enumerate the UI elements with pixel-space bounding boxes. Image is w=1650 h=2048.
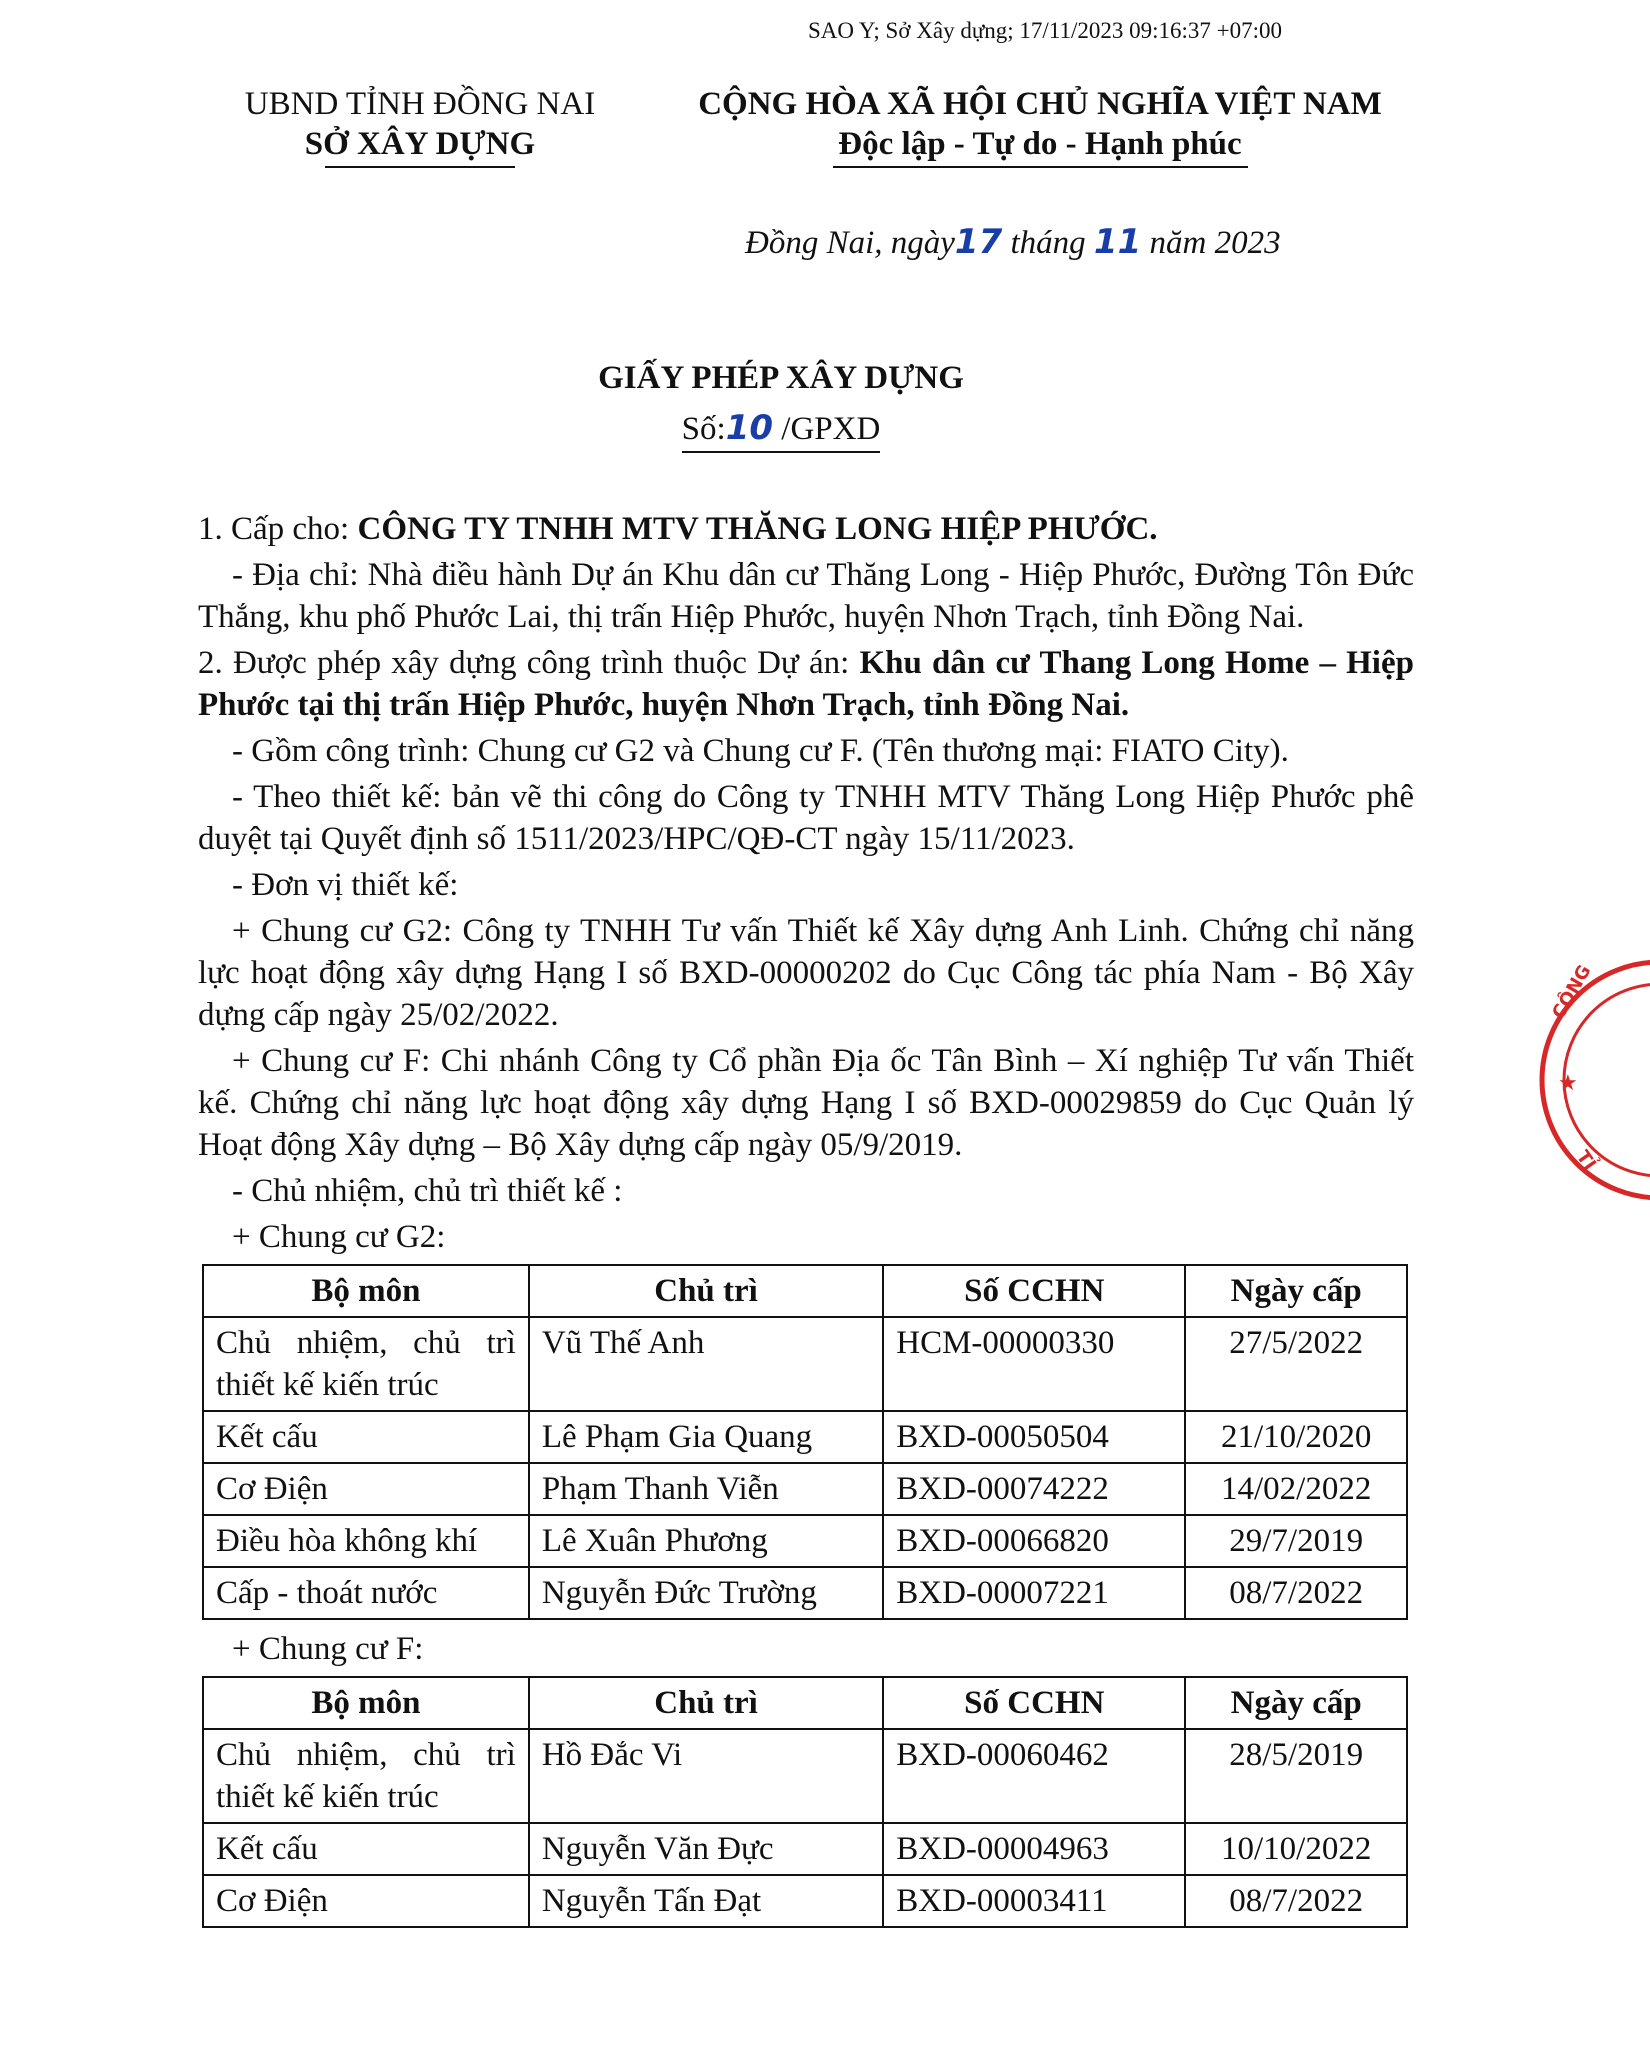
cell-cert: BXD-00060462 [883, 1729, 1185, 1823]
cell-date: 29/7/2019 [1185, 1515, 1407, 1567]
table-row [203, 1515, 1407, 1567]
national-header [670, 84, 1410, 168]
doc-num-prefix: Số: [681, 411, 726, 447]
cell-date: 10/10/2022 [1185, 1823, 1407, 1875]
doc-num-handwritten: 10 [725, 408, 774, 448]
table-row [203, 1567, 1407, 1619]
cell-dept: Kết cấu [203, 1823, 529, 1875]
cell-dept: Điều hòa không khí [203, 1515, 529, 1567]
table-row [203, 1317, 1407, 1411]
f-table-label: + Chung cư F: [232, 1631, 424, 1667]
table-row [203, 1823, 1407, 1875]
header-dept: Bộ môn [203, 1265, 529, 1317]
section-2-label: 2. Được phép xây dựng công trình thuộc Dự án: [198, 645, 860, 681]
g2-leads-table [202, 1264, 1408, 1620]
header-lead: Chủ trì [529, 1677, 883, 1729]
svg-text:CÔNG: CÔNG [1548, 961, 1596, 1023]
document-title: GIẤY PHÉP XÂY DỰNG [598, 360, 964, 396]
cell-lead: Lê Xuân Phương [529, 1515, 883, 1567]
cell-dept: Kết cấu [203, 1411, 529, 1463]
cell-dept: Cơ Điện [203, 1875, 529, 1927]
cell-dept: Chủ nhiệm, chủ trì thiết kế kiến trúc [203, 1729, 529, 1823]
cell-cert: BXD-00074222 [883, 1463, 1185, 1515]
date-month-handwritten: 11 [1093, 222, 1142, 262]
header-dept: Bộ môn [203, 1677, 529, 1729]
cell-dept: Cấp - thoát nước [203, 1567, 529, 1619]
date-month-label: tháng [1010, 225, 1086, 261]
svg-text:TỈ: TỈ [1571, 1146, 1600, 1175]
cell-lead: Vũ Thế Anh [529, 1317, 883, 1411]
motto-underline [833, 166, 1248, 168]
table-header-row [203, 1265, 1407, 1317]
digital-copy-stamp: SAO Y; Sở Xây dựng; 17/11/2023 09:16:37 +07:00 [808, 18, 1282, 43]
table-row [203, 1463, 1407, 1515]
header-date: Ngày cấp [1185, 1677, 1407, 1729]
cell-dept: Chủ nhiệm, chủ trì thiết kế kiến trúc [203, 1317, 529, 1411]
national-motto: Độc lập - Tự do - Hạnh phúc [838, 126, 1242, 162]
issue-date [745, 222, 1281, 262]
cell-date: 08/7/2022 [1185, 1567, 1407, 1619]
header-cert: Số CCHN [883, 1265, 1185, 1317]
cell-cert: BXD-00050504 [883, 1411, 1185, 1463]
header-cert: Số CCHN [883, 1677, 1185, 1729]
date-day-handwritten: 17 [954, 222, 1003, 262]
cell-lead: Lê Phạm Gia Quang [529, 1411, 883, 1463]
designer-label: - Đơn vị thiết kế: [232, 867, 459, 903]
issuer-province: UBND TỈNH ĐỒNG NAI [244, 86, 596, 122]
date-prefix: Đồng Nai, ngày [745, 225, 955, 261]
designer-f: + Chung cư F: Chi nhánh Công ty Cổ phần Địa ốc Tân Bình – Xí nghiệp Tư vấn Thiết kế. Chứng chỉ năng lực hoạt động xây dựng Hạng I số BXD-00029859 do Cục Quản lý Hoạt động Xây dựng – Bộ Xây dựng cấp ngày 05/9/2019. [198, 1043, 1414, 1163]
national-name: CỘNG HÒA XÃ HỘI CHỦ NGHĨA VIỆT NAM [698, 86, 1382, 122]
document-number [0, 408, 1562, 453]
g2-table-label: + Chung cư G2: [232, 1219, 446, 1255]
table-row [203, 1875, 1407, 1927]
section-1-grantee [198, 508, 1414, 550]
cell-cert: BXD-00066820 [883, 1515, 1185, 1567]
f-leads-table [202, 1676, 1408, 1928]
date-year: năm 2023 [1149, 225, 1281, 261]
cell-lead: Nguyễn Tấn Đạt [529, 1875, 883, 1927]
svg-text:★: ★ [1558, 1071, 1578, 1096]
cell-lead: Phạm Thanh Viễn [529, 1463, 883, 1515]
official-seal-partial [1510, 960, 1650, 1200]
header-date: Ngày cấp [1185, 1265, 1407, 1317]
permit-body [198, 508, 1414, 1936]
cell-date: 27/5/2022 [1185, 1317, 1407, 1411]
cell-cert: BXD-00004963 [883, 1823, 1185, 1875]
cell-lead: Hồ Đắc Vi [529, 1729, 883, 1823]
design-basis: - Theo thiết kế: bản vẽ thi công do Công ty TNHH MTV Thăng Long Hiệp Phước phê duyệt tại Quyết định số 1511/2023/HPC/QĐ-CT ngày 15/11/2023. [198, 779, 1414, 857]
grantee-company: CÔNG TY TNHH MTV THĂNG LONG HIỆP PHƯỚC. [357, 511, 1158, 547]
designer-g2: + Chung cư G2: Công ty TNHH Tư vấn Thiết kế Xây dựng Anh Linh. Chứng chỉ năng lực hoạt động xây dựng Hạng I số BXD-00000202 do Cục Công tác phía Nam - Bộ Xây dựng cấp ngày 25/02/2022. [198, 913, 1414, 1033]
cell-date: 14/02/2022 [1185, 1463, 1407, 1515]
cell-lead: Nguyễn Văn Đực [529, 1823, 883, 1875]
cell-cert: HCM-00000330 [883, 1317, 1185, 1411]
doc-num-suffix: /GPXD [773, 411, 881, 447]
cell-date: 28/5/2019 [1185, 1729, 1407, 1823]
table-row [203, 1729, 1407, 1823]
issuer-department: SỞ XÂY DỰNG [304, 126, 536, 162]
document-number-underlined [682, 408, 881, 453]
project-name: Khu dân cư Thang Long Home – Hiệp Phước tại thị trấn Hiệp Phước, huyện Nhơn Trạch, tỉnh Đồng Nai. [198, 645, 1414, 723]
issuer-block [210, 84, 630, 168]
cell-date: 08/7/2022 [1185, 1875, 1407, 1927]
table-row [203, 1411, 1407, 1463]
design-leads-label: - Chủ nhiệm, chủ trì thiết kế : [232, 1173, 623, 1209]
cell-cert: BXD-00003411 [883, 1875, 1185, 1927]
issuer-underline [325, 166, 515, 168]
header-lead: Chủ trì [529, 1265, 883, 1317]
cell-lead: Nguyễn Đức Trường [529, 1567, 883, 1619]
table-header-row [203, 1677, 1407, 1729]
section-2-project [198, 642, 1414, 726]
grantee-address: - Địa chỉ: Nhà điều hành Dự án Khu dân cư Thăng Long - Hiệp Phước, Đường Tôn Đức Thắng, khu phố Phước Lai, thị trấn Hiệp Phước, huyện Nhơn Trạch, tỉnh Đồng Nai. [198, 557, 1414, 635]
cell-date: 21/10/2020 [1185, 1411, 1407, 1463]
works-list: - Gồm công trình: Chung cư G2 và Chung cư F. (Tên thương mại: FIATO City). [232, 733, 1289, 769]
cell-cert: BXD-00007221 [883, 1567, 1185, 1619]
section-1-label: 1. Cấp cho: [198, 511, 358, 547]
cell-dept: Cơ Điện [203, 1463, 529, 1515]
